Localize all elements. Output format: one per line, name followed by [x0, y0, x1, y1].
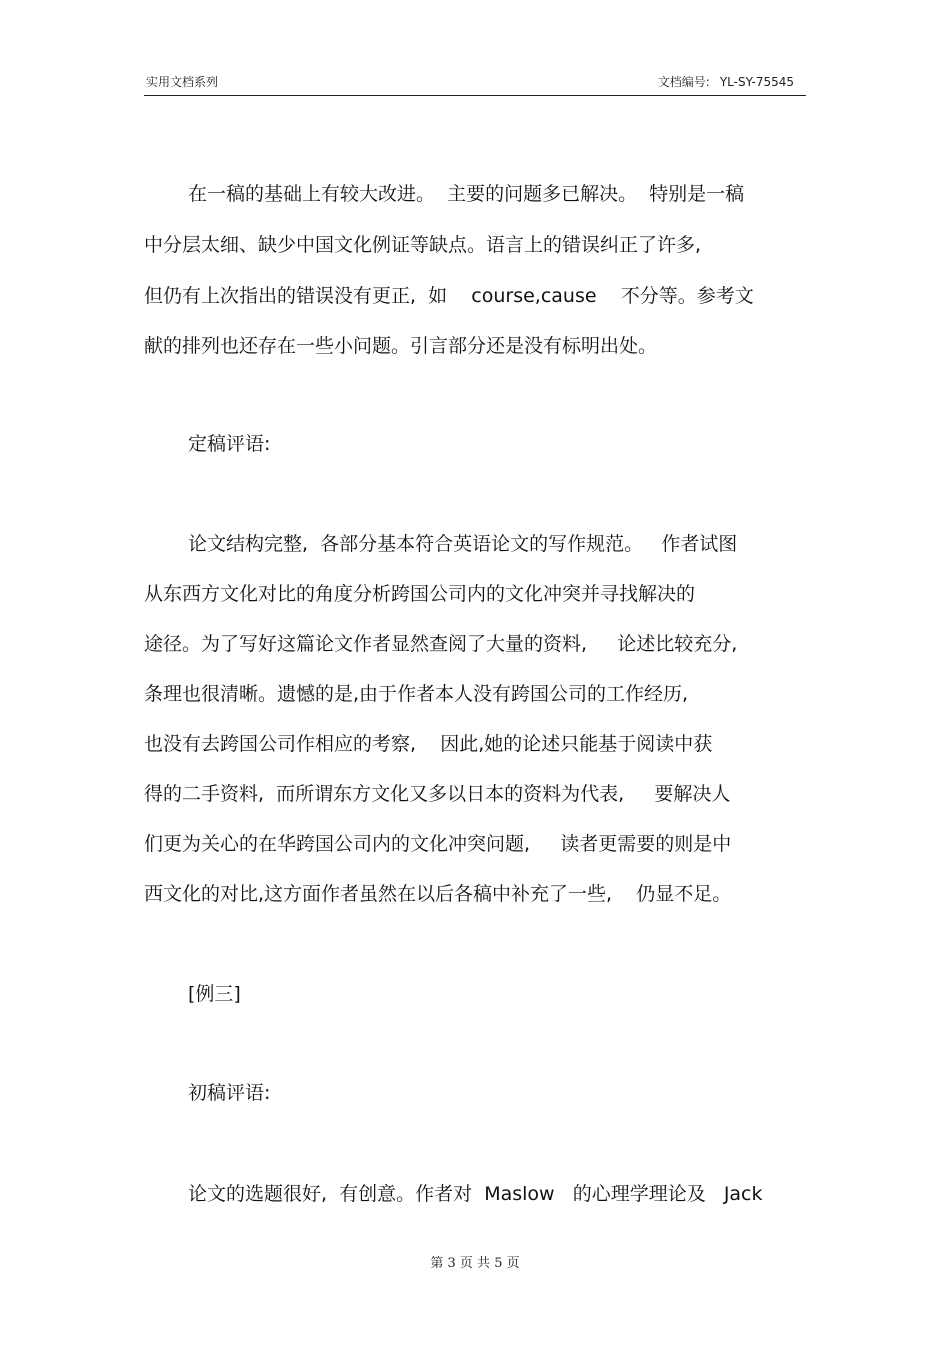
body-line: 西文化的对比,这方面作者虽然在以后各稿中补充了一些, 仍显不足。: [144, 883, 732, 905]
body-line: 也没有去跨国公司作相应的考察, 因此,她的论述只能基于阅读中获: [144, 733, 713, 755]
body-line: 论文结构完整, 各部分基本符合英语论文的写作规范。 作者试图: [188, 533, 738, 555]
body-line: 在一稿的基础上有较大改进。 主要的问题多已解决。 特别是一稿: [188, 183, 745, 205]
example-label: [例三]: [188, 983, 241, 1005]
section-heading: 定稿评语:: [188, 433, 271, 455]
body-line: 但仍有上次指出的错误没有更正, 如 course,cause 不分等。参考文: [144, 285, 754, 307]
doc-number: YL-SY-75545: [719, 75, 794, 89]
section-heading: 初稿评语:: [188, 1082, 271, 1104]
body-line: 献的排列也还存在一些小问题。引言部分还是没有标明出处。: [144, 335, 658, 357]
series-title: 实用文档系列: [146, 75, 219, 89]
header-divider: [144, 95, 806, 96]
page-number: 第 3 页 共 5 页: [430, 1256, 520, 1271]
body-line: 途径。为了写好这篇论文作者显然查阅了大量的资料, 论述比较充分,: [144, 633, 738, 655]
body-line: 得的二手资料, 而所谓东方文化又多以日本的资料为代表, 要解决人: [144, 783, 731, 805]
doc-number-label: 文档编号:: [657, 75, 710, 89]
body-line: 条理也很清晰。遗憾的是,由于作者本人没有跨国公司的工作经历,: [144, 683, 689, 705]
body-line: 中分层太细、缺少中国文化例证等缺点。语言上的错误纠正了许多,: [144, 234, 702, 256]
doc-number-block: [658, 74, 794, 90]
body-line: 们更为关心的在华跨国公司内的文化冲突问题, 读者更需要的则是中: [144, 833, 732, 855]
body-line: 论文的选题很好, 有创意。作者对 Maslow 的心理学理论及 Jack: [188, 1183, 763, 1205]
body-line: 从东西方文化对比的角度分析跨国公司内的文化冲突并寻找解决的: [144, 583, 696, 605]
